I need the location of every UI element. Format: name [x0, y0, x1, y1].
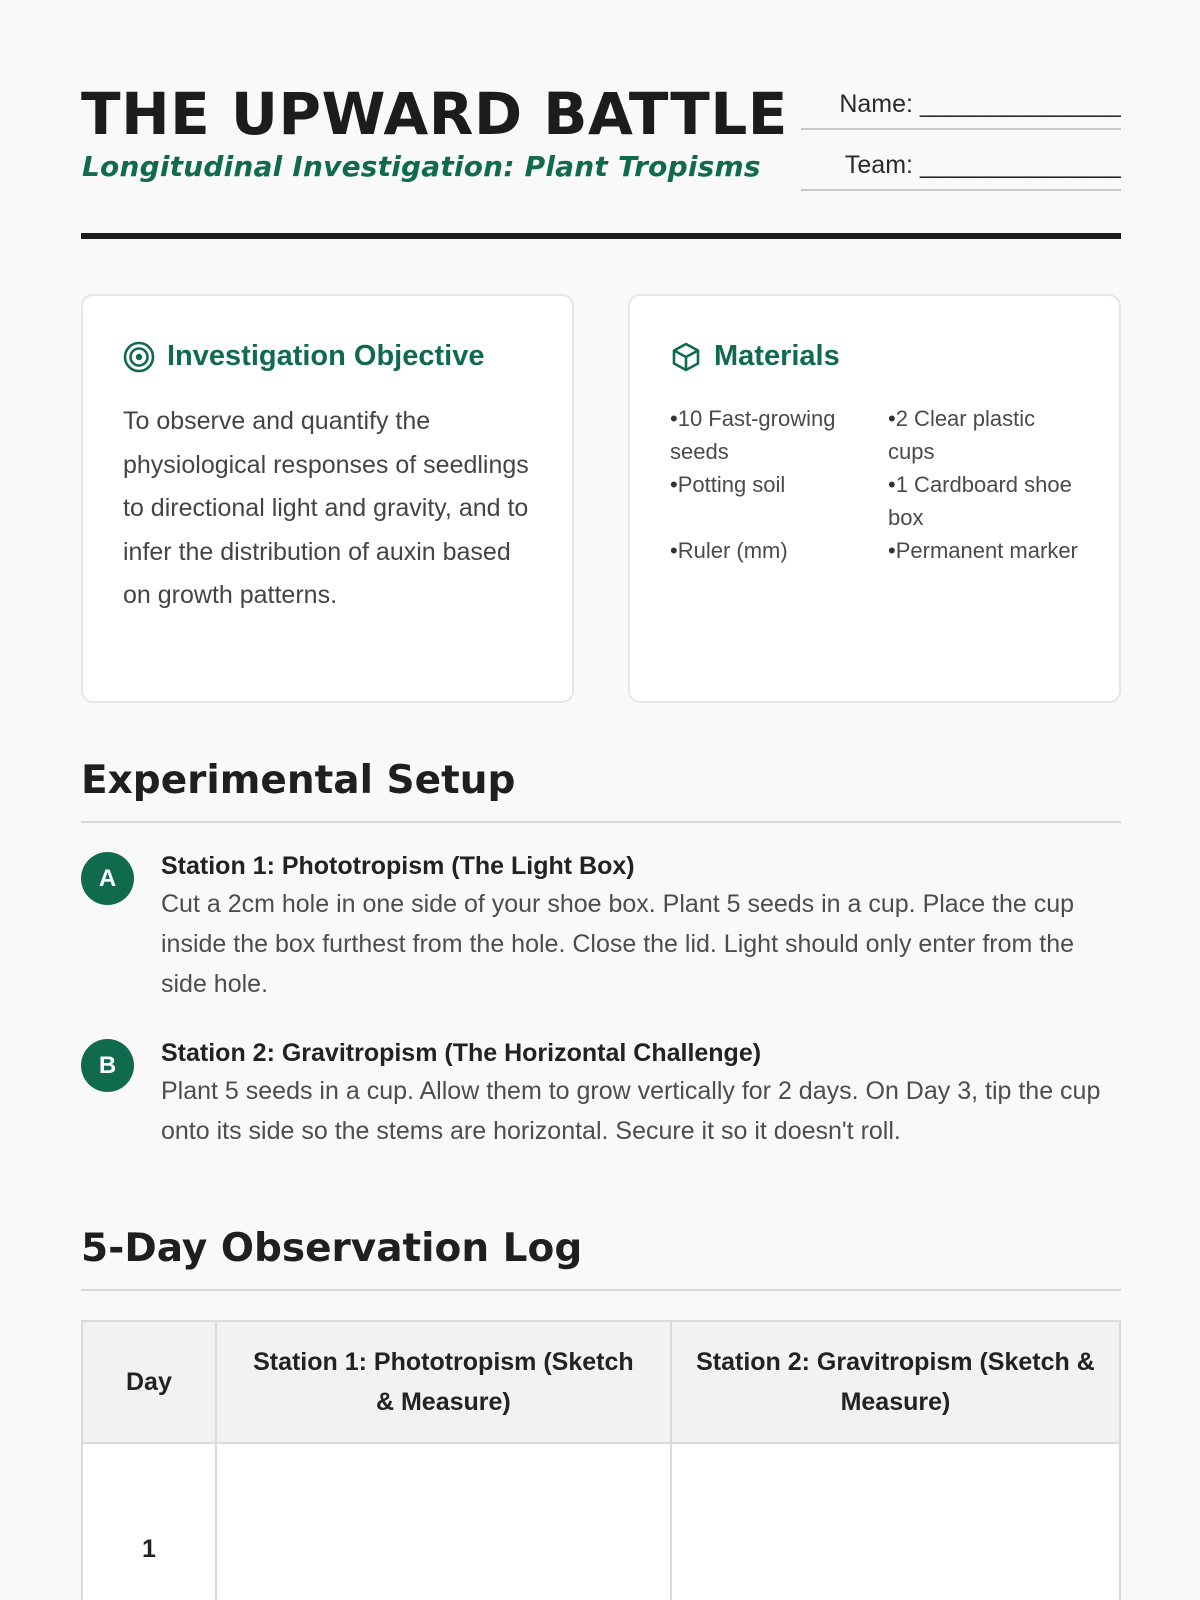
step-body: Plant 5 seeds in a cup. Allow them to grow vertically for 2 days. On Day 3, tip the cup onto its side so the stems are horizontal. Secure it so it doesn't roll.	[161, 1077, 1101, 1145]
materials-item: • 2 Clear plastic cups	[888, 402, 1088, 468]
materials-item: • Ruler (mm)	[670, 534, 888, 567]
materials-item: • Potting soil	[670, 468, 888, 534]
table-header-row	[82, 1321, 1120, 1443]
setup-section-title: Experimental Setup	[81, 755, 1121, 823]
step-badge: B	[81, 1039, 134, 1092]
materials-heading	[670, 340, 840, 373]
materials-list	[670, 402, 1090, 567]
column-header-station1: Station 1: Phototropism (Sketch & Measure)	[216, 1321, 671, 1443]
box-icon	[670, 341, 702, 373]
materials-heading-label: Materials	[714, 340, 840, 372]
materials-card	[628, 294, 1121, 703]
materials-item: • Permanent marker	[888, 534, 1088, 567]
step-title: Station 1: Phototropism (The Light Box)	[161, 852, 635, 880]
worksheet-header	[81, 0, 1121, 245]
team-label: Team:	[844, 151, 913, 179]
table-row	[82, 1443, 1120, 1600]
column-header-day: Day	[82, 1321, 216, 1443]
step-badge: A	[81, 852, 134, 905]
materials-item: • 10 Fast-growing seeds	[670, 402, 888, 468]
day-cell: 1	[82, 1443, 216, 1600]
column-header-station2: Station 2: Gravitropism (Sketch & Measure)	[671, 1321, 1120, 1443]
page-subtitle: Longitudinal Investigation: Plant Tropisms	[82, 150, 761, 183]
objective-text: To observe and quantify the physiological responses of seedlings to directional light and gravity, and to infer the distribution of auxin based on growth patterns.	[123, 407, 529, 609]
objective-card	[81, 294, 574, 703]
name-blank: _______________	[919, 90, 1121, 118]
header-divider	[81, 233, 1121, 239]
materials-item: • 1 Cardboard shoe box	[888, 468, 1088, 534]
worksheet-page	[81, 0, 1121, 1563]
station2-cell[interactable]	[671, 1443, 1120, 1600]
station1-cell[interactable]	[216, 1443, 671, 1600]
log-section-title: 5-Day Observation Log	[81, 1223, 1121, 1291]
step-title: Station 2: Gravitropism (The Horizontal Challenge)	[161, 1039, 762, 1067]
team-blank: _______________	[919, 151, 1121, 179]
team-field[interactable]	[801, 151, 1121, 191]
objective-heading	[123, 340, 484, 373]
observation-log-table	[81, 1320, 1121, 1600]
name-label: Name:	[839, 90, 913, 118]
objective-heading-label: Investigation Objective	[167, 340, 485, 372]
name-field[interactable]	[801, 90, 1121, 130]
step-body: Cut a 2cm hole in one side of your shoe box. Plant 5 seeds in a cup. Place the cup inside the box furthest from the hole. Close the lid. Light should only enter from the side hole.	[161, 890, 1075, 998]
target-icon	[123, 341, 155, 373]
page-title: THE UPWARD BATTLE	[81, 80, 788, 148]
